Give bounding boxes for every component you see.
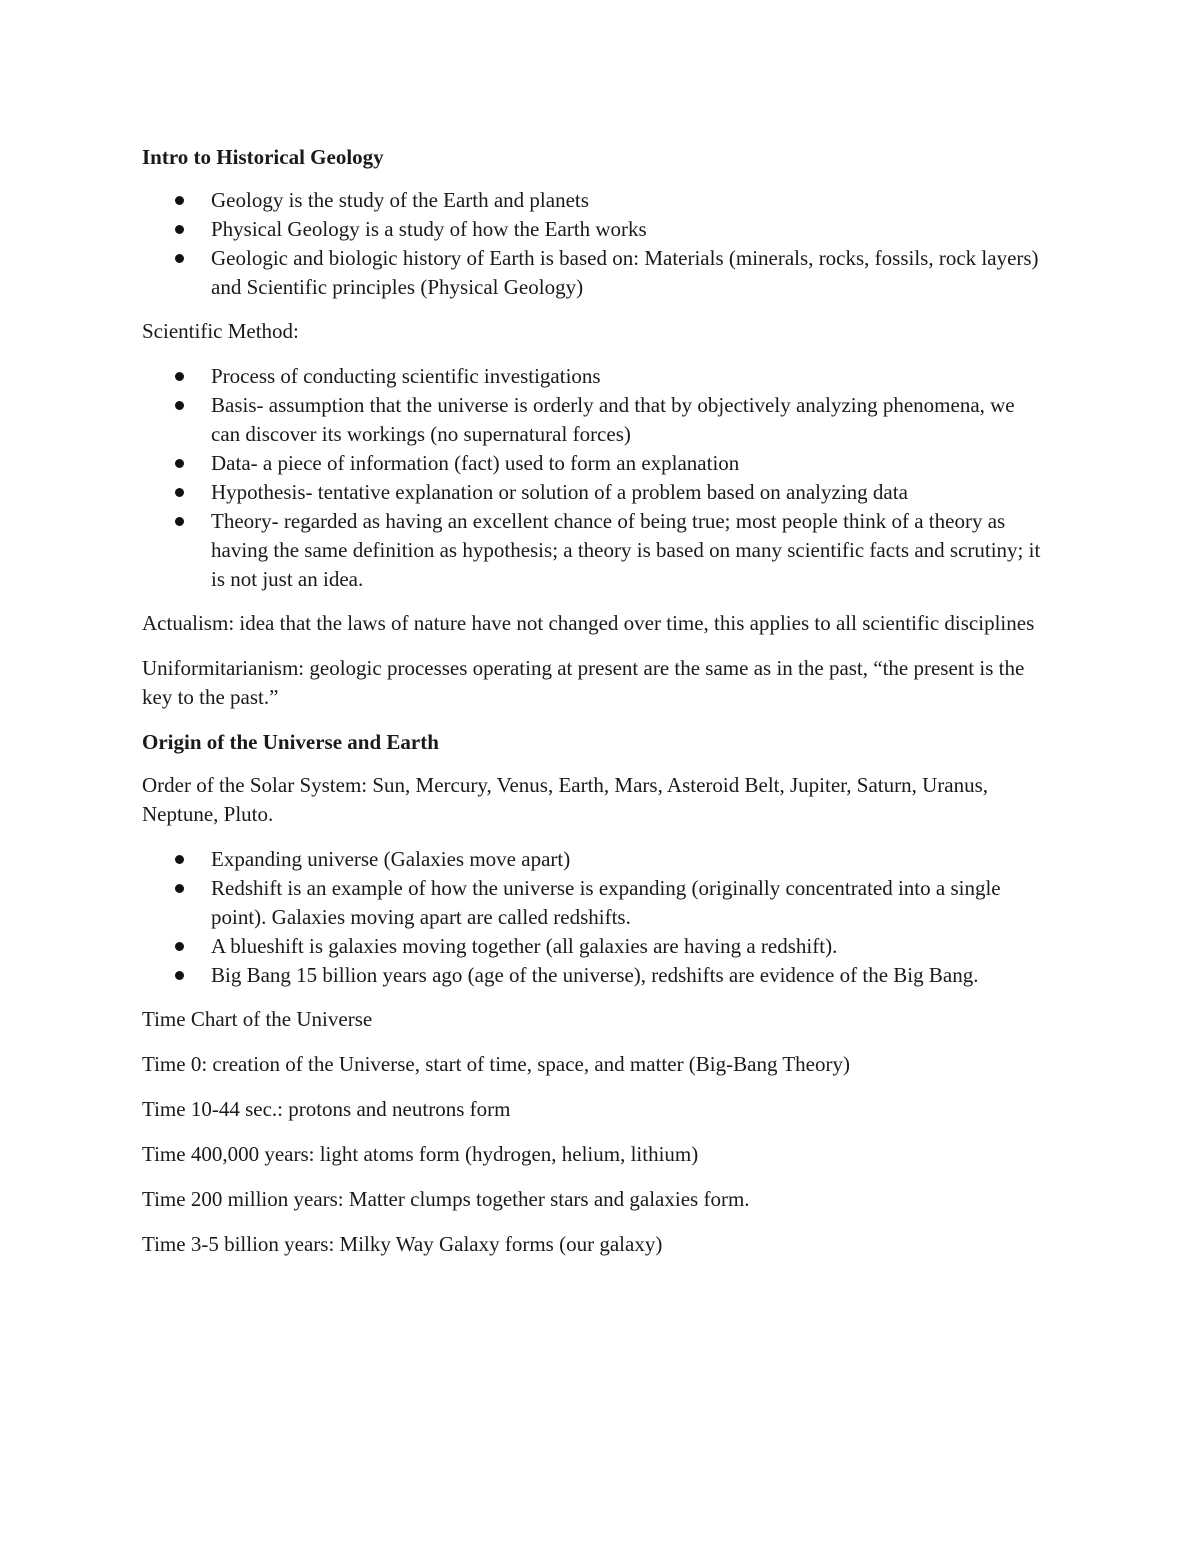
list-item-text: Data- a piece of information (fact) used to form an explanation xyxy=(211,451,740,475)
list-item xyxy=(142,449,1047,478)
paragraph-uniformitarianism: Uniformitarianism: geologic processes operating at present are the same as in the past, “the present is the key to the past.” xyxy=(142,656,1025,709)
list-item xyxy=(142,478,1047,507)
intro-list xyxy=(142,186,1047,302)
bullet-icon xyxy=(175,196,184,205)
bullet-icon xyxy=(175,855,184,864)
bullet-icon xyxy=(175,884,184,893)
list-item-text: Basis- assumption that the universe is orderly and that by objectively analyzing phenomena, we can discover its workings (no supernatural forces) xyxy=(211,393,1015,446)
list-item-text: Geology is the study of the Earth and planets xyxy=(211,188,589,212)
list-item xyxy=(142,874,1047,932)
time-entry: Time 3-5 billion years: Milky Way Galaxy forms (our galaxy) xyxy=(142,1232,663,1256)
origin-list xyxy=(142,845,1047,990)
list-item-text: Geologic and biologic history of Earth is based on: Materials (minerals, rocks, fossils, rock layers) and Scientific principles (Physical Geology) xyxy=(211,246,1039,299)
time-entry: Time 10-44 sec.: protons and neutrons form xyxy=(142,1097,511,1121)
bullet-icon xyxy=(175,401,184,410)
list-item xyxy=(142,186,1047,215)
time-entry: Time 0: creation of the Universe, start of time, space, and matter (Big-Bang Theory) xyxy=(142,1052,850,1076)
time-entry: Time 200 million years: Matter clumps together stars and galaxies form. xyxy=(142,1187,750,1211)
list-item-text: Expanding universe (Galaxies move apart) xyxy=(211,847,571,871)
bullet-icon xyxy=(175,225,184,234)
heading-scientific-method: Scientific Method: xyxy=(142,319,299,343)
paragraph-solar-order: Order of the Solar System: Sun, Mercury, Venus, Earth, Mars, Asteroid Belt, Jupiter, Saturn, Uranus, Neptune, Pluto. xyxy=(142,773,989,826)
time-entry: Time 400,000 years: light atoms form (hydrogen, helium, lithium) xyxy=(142,1142,699,1166)
bullet-icon xyxy=(175,971,184,980)
list-item-text: Redshift is an example of how the universe is expanding (originally concentrated into a single point). Galaxies moving apart are called redshifts. xyxy=(211,876,1001,929)
list-item-text: Physical Geology is a study of how the Earth works xyxy=(211,217,647,241)
list-item-text: A blueshift is galaxies moving together (all galaxies are having a redshift). xyxy=(211,934,838,958)
document-body xyxy=(142,143,1047,1275)
bullet-icon xyxy=(175,459,184,468)
list-item-text: Hypothesis- tentative explanation or solution of a problem based on analyzing data xyxy=(211,480,908,504)
list-item-text: Theory- regarded as having an excellent chance of being true; most people think of a theory as having the same definition as hypothesis; a theory is based on many scientific facts and scrutiny; it is not just an idea. xyxy=(211,509,1041,591)
bullet-icon xyxy=(175,517,184,526)
list-item xyxy=(142,362,1047,391)
list-item xyxy=(142,391,1047,449)
method-list xyxy=(142,362,1047,594)
heading-time-chart: Time Chart of the Universe xyxy=(142,1007,373,1031)
bullet-icon xyxy=(175,942,184,951)
bullet-icon xyxy=(175,488,184,497)
bullet-icon xyxy=(175,254,184,263)
list-item-text: Big Bang 15 billion years ago (age of the universe), redshifts are evidence of the Big Bang. xyxy=(211,963,979,987)
heading-intro: Intro to Historical Geology xyxy=(142,145,384,169)
list-item xyxy=(142,961,1047,990)
bullet-icon xyxy=(175,372,184,381)
list-item-text: Process of conducting scientific investigations xyxy=(211,364,601,388)
heading-origin: Origin of the Universe and Earth xyxy=(142,730,439,754)
list-item xyxy=(142,507,1047,594)
list-item xyxy=(142,244,1047,302)
paragraph-actualism: Actualism: idea that the laws of nature have not changed over time, this applies to all scientific disciplines xyxy=(142,611,1035,635)
list-item xyxy=(142,932,1047,961)
list-item xyxy=(142,215,1047,244)
list-item xyxy=(142,845,1047,874)
